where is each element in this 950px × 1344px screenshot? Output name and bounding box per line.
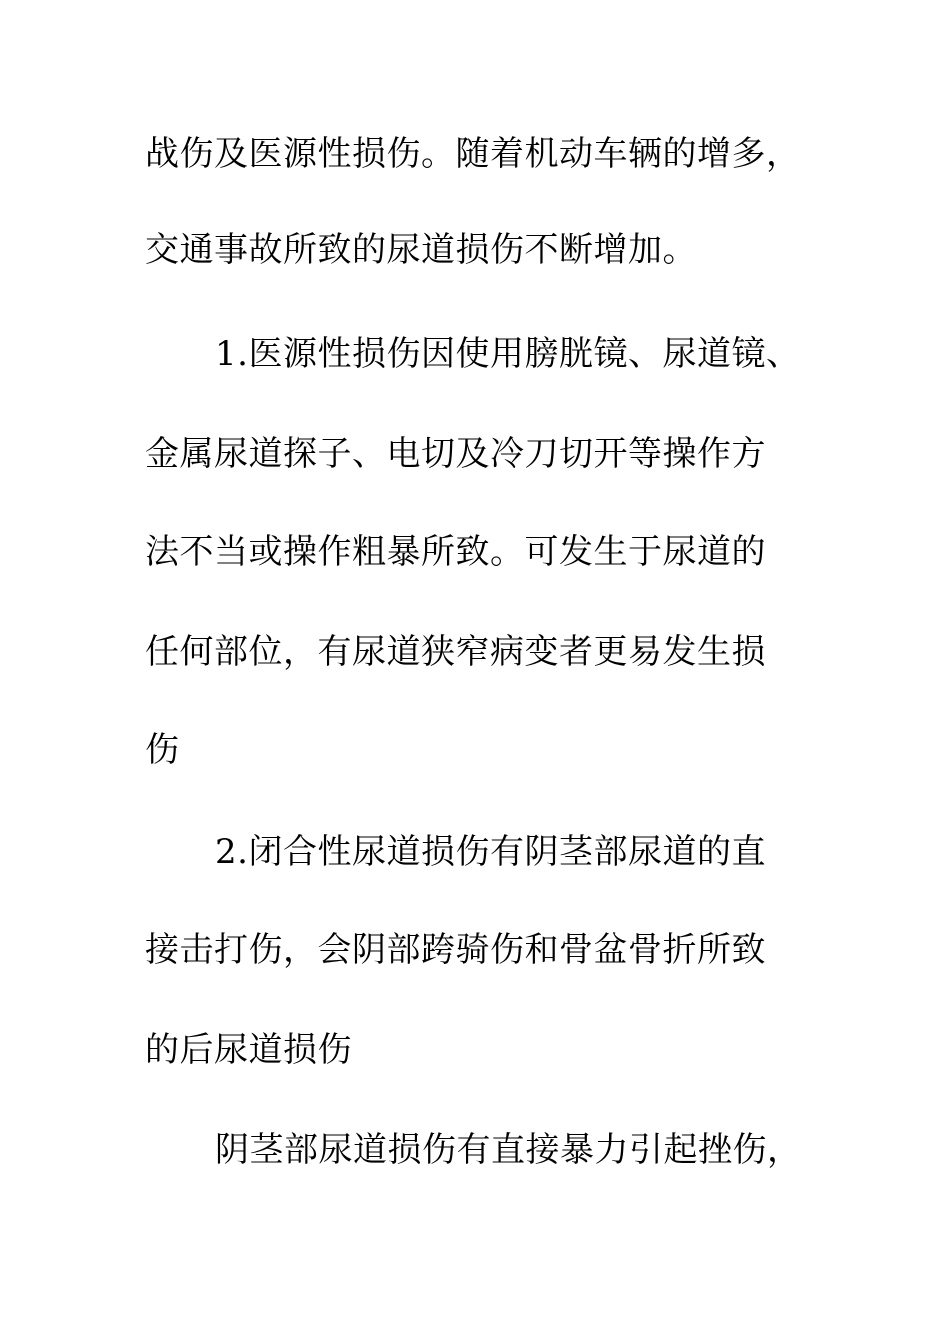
- text-line-2: 交通事故所致的尿道损伤不断增加。: [145, 230, 697, 270]
- text-line-11: 阴茎部尿道损伤有直接暴力引起挫伤，: [215, 1130, 802, 1170]
- text-line-1: 战伤及医源性损伤。随着机动车辆的增多，: [145, 134, 801, 174]
- text-line-4: 金属尿道探子、电切及冷刀切开等操作方: [145, 434, 766, 474]
- text-line-6: 任何部位，有尿道狭窄病变者更易发生损: [145, 632, 766, 672]
- text-line-3: 1.医源性损伤因使用膀胱镜、尿道镜、: [215, 334, 801, 374]
- text-line-10: 的后尿道损伤: [145, 1030, 352, 1070]
- text-line-8: 2.闭合性尿道损伤有阴茎部尿道的直: [215, 832, 766, 872]
- text-line-5: 法不当或操作粗暴所致。可发生于尿道的: [145, 532, 766, 572]
- text-line-7: 伤: [145, 730, 180, 770]
- text-line-9: 接击打伤，会阴部跨骑伤和骨盆骨折所致: [145, 930, 766, 970]
